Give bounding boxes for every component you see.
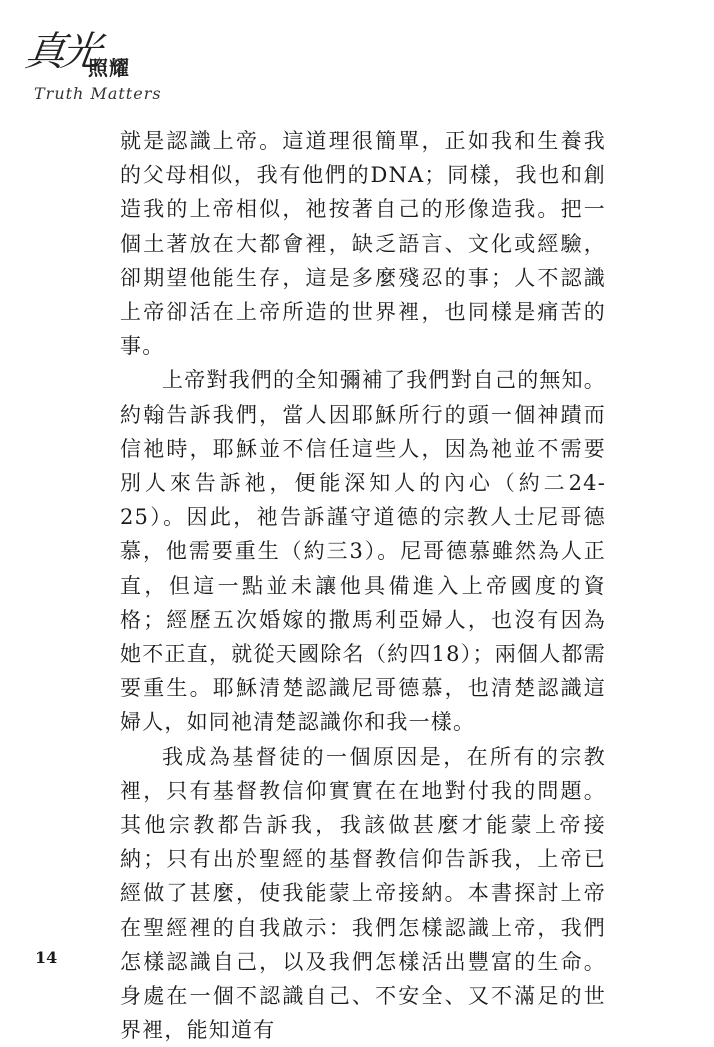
logo-script: Truth Matters [34, 84, 162, 103]
paragraph: 上帝對我們的全知彌補了我們對自己的無知。約翰告訴我們，當人因耶穌所行的頭一個神蹟而信祂時，耶穌並不信任這些人，因為祂並不需要別人來告訴祂，便能深知人的內心（約二24-25）。因此，祂告訴謹守道德的宗教人士尼哥德慕，他需要重生（約三3）。尼哥德慕雖然為人正直，但這一點並未讓他具備進入上帝國度的資格；經歷五次婚嫁的撒馬利亞婦人，也沒有因為她不正直，就從天國除名（約四18）；兩個人都需要重生。耶穌清楚認識尼哥德慕，也清楚認識這婦人，如同祂清楚認識你和我一樣。 [120, 368, 606, 735]
paragraph: 我成為基督徒的一個原因是，在所有的宗教裡，只有基督教信仰實實在在地對付我的問題。其他宗教都告訴我，我該做甚麼才能蒙上帝接納；只有出於聖經的基督教信仰告訴我，上帝已經做了甚麼，使我能蒙上帝接納。本書探討上帝在聖經裡的自我啟示：我們怎樣認識上帝，我們怎樣認識自己，以及我們怎樣活出豐富的生命。身處在一個不認識自己、不安全、又不滿足的世界裡，能知道有 [120, 744, 606, 1043]
paragraph-continuation: 就是認識上帝。這道理很簡單，正如我和生養我的父母相似，我有他們的DNA；同樣，我也和創造我的上帝相似，祂按著自己的形像造我。把一個土著放在大都會裡，缺乏語言、文化或經驗，卻期望他能生存，這是多麼殘忍的事；人不認識上帝卻活在上帝所造的世界裡，也同樣是痛苦的事。 [120, 129, 606, 359]
logo-calligraphy: 真光 [22, 29, 101, 75]
body-text [120, 124, 606, 1047]
page-number: 14 [35, 948, 58, 967]
header-logo [22, 18, 162, 108]
logo-title: 照耀 [88, 56, 130, 80]
